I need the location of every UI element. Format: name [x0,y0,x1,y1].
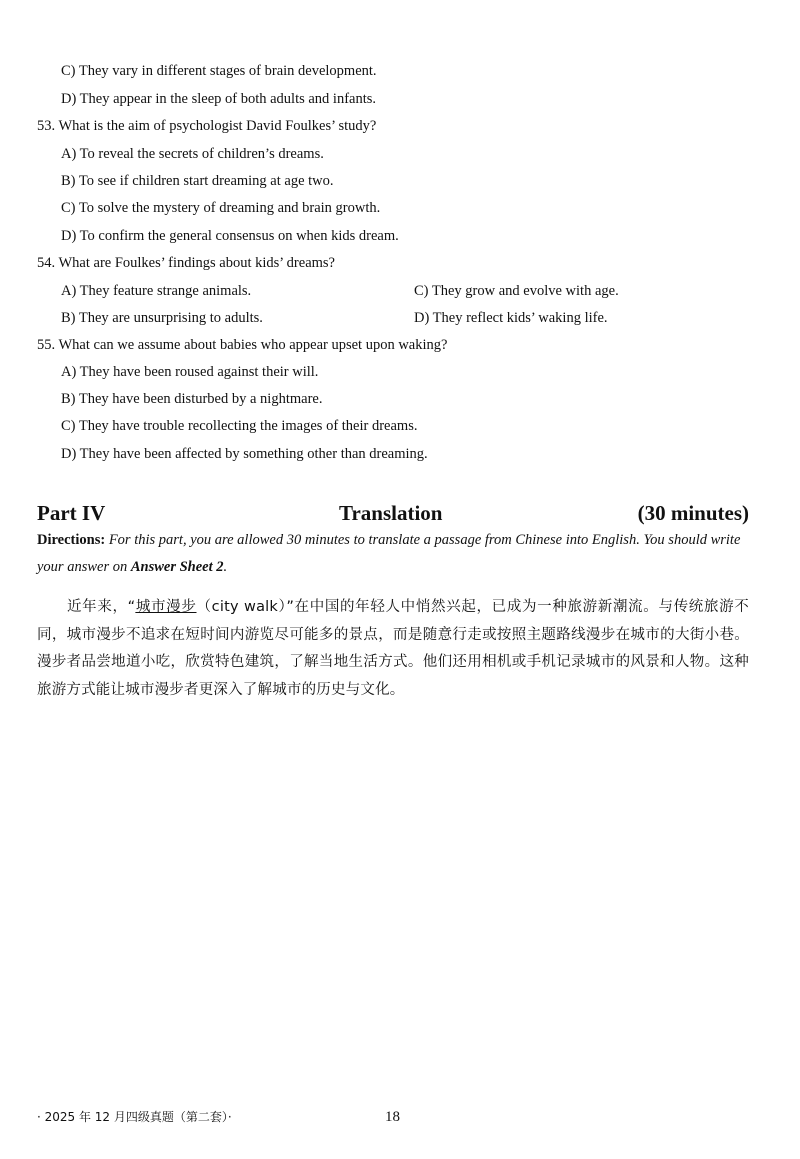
q55-option-d: D) They have been affected by something other than dreaming. [61,446,428,462]
passage-pre: 近年来，“ [67,599,136,615]
answer-sheet-ref: Answer Sheet 2 [130,559,224,575]
q53-option-b: B) To see if children start dreaming at age two. [61,173,334,189]
q54-option-c: C) They grow and evolve with age. [414,283,619,299]
translation-passage [37,594,749,704]
directions-text: For this part, you are allowed 30 minutes to translate a passage from Chinese into English. You should write your answer on [37,532,741,575]
q55-option-b: B) They have been disturbed by a nightmare. [61,391,323,407]
q54-option-d: D) They reflect kids’ waking life. [414,310,608,326]
q53-option-c: C) To solve the mystery of dreaming and brain growth. [61,200,381,216]
q55-option-a: A) They have been roused against their will. [61,364,319,380]
directions [37,527,749,581]
q52-option-c: C) They vary in different stages of brain development. [61,63,377,79]
directions-end: . [223,559,228,575]
part-label: Part IV [37,501,106,525]
footer-exam-label: · 2025 年 12 月四级真题（第二套）· [37,1110,232,1124]
directions-label: Directions: [37,532,106,548]
passage-term: 城市漫步 [135,599,197,615]
q52-option-d: D) They appear in the sleep of both adults and infants. [61,91,377,107]
q53-option-a: A) To reveal the secrets of children’s dreams. [61,146,324,162]
part-header [37,500,749,526]
q54-option-a: A) They feature strange animals. [61,283,252,299]
q54-option-b: B) They are unsurprising to adults. [61,310,263,326]
passage-post: （city walk）”在中国的年轻人中悄然兴起，已成为一种旅游新潮流。与传统旅游不同，城市漫步不追求在短时间内游览尽可能多的景点，而是随意行走或按照主题路线漫步在城市的大街小巷。漫步者品尝地道小吃，欣赏特色建筑，了解当地生活方式。他们还用相机或手机记录城市的风景和人物。这种旅游方式能让城市漫步者更深入了解城市的历史与文化。 [37,599,749,698]
q55-option-c: C) They have trouble recollecting the images of their dreams. [61,418,418,434]
q53-option-d: D) To confirm the general consensus on when kids dream. [61,228,399,244]
part-time: (30 minutes) [637,501,749,525]
q55-stem: 55. What can we assume about babies who appear upset upon waking? [37,337,448,353]
q53-stem: 53. What is the aim of psychologist David Foulkes’ study? [37,118,377,134]
q54-stem: 54. What are Foulkes’ findings about kids’ dreams? [37,255,335,271]
page-number: 18 [385,1109,400,1125]
part-title: Translation [339,501,443,525]
